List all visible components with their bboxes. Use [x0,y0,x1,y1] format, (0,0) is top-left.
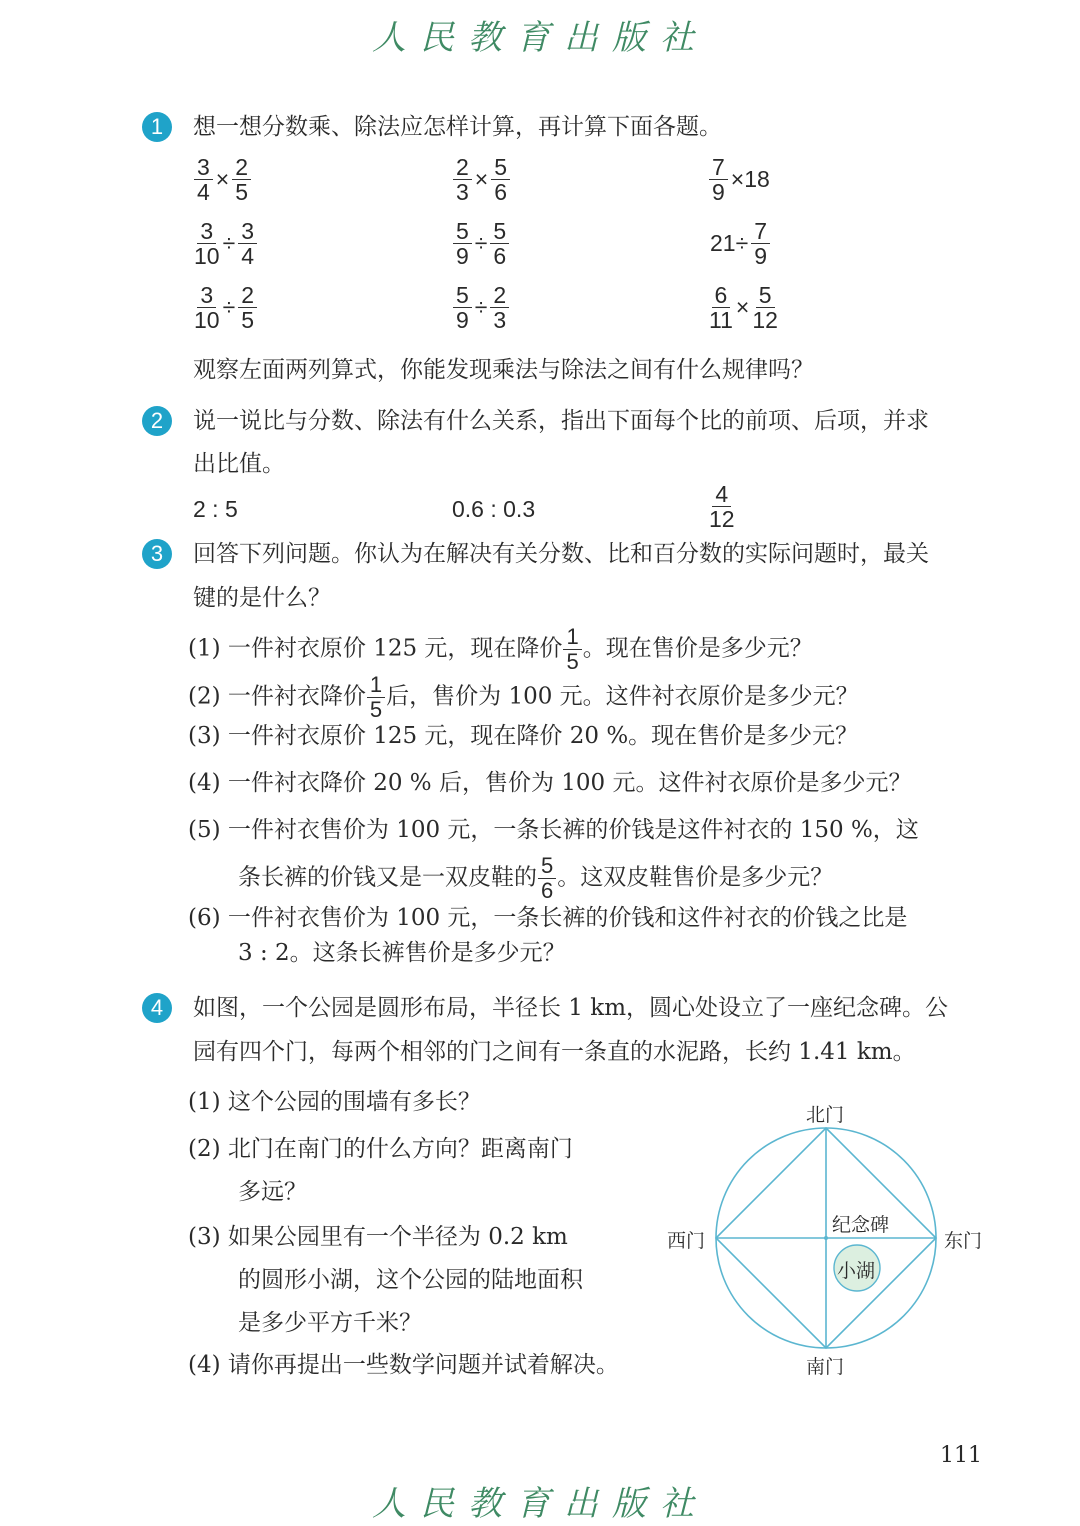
monument-label: 纪念碑 [832,1214,890,1236]
item-label: (6) [188,905,221,931]
numerator: 2 [453,155,472,180]
q1-observe: 观察左面两列算式，你能发现乘法与除法之间有什么规律吗？ [193,357,814,383]
north-gate-label: 北门 [806,1104,845,1126]
item-text: 后，售价为 100 元。这件衬衣原价是多少元？ [386,683,859,710]
denominator: 12 [752,307,778,333]
denominator: 3 [493,307,507,333]
q2-prompt-line1: 说一说比与分数、除法有什么关系，指出下面每个比的前项、后项，并求 [193,408,929,434]
denominator: 5 [369,697,383,722]
denominator: 4 [197,179,210,205]
numerator: 5 [756,283,775,308]
numerator: 7 [709,155,728,180]
numerator: 2 [238,283,257,308]
numerator: 4 [712,482,731,507]
question-number-badge: 4 [142,993,172,1023]
item-label: (3) [188,723,221,749]
question-number-badge: 2 [142,406,172,436]
numerator: 1 [563,625,581,650]
item-text: 一件衬衣原价 125 元，现在降价 [227,635,563,662]
monument-point [824,1236,828,1240]
operator: ÷ [474,294,488,320]
item-text: 请你再提出一些数学问题并试着解决。 [227,1352,619,1378]
item-label: (2) [188,683,221,710]
lake-label: 小湖 [837,1260,876,1282]
q4-item-2-line2: 多远？ [238,1179,307,1205]
denominator: 5 [566,649,579,674]
numerator: 5 [453,283,472,308]
numerator: 5 [453,219,472,244]
item-text: 一件衬衣售价为 100 元，一条长裤的价钱是这件衬衣的 150 %，这 [227,817,919,843]
operator: × [215,166,230,192]
numerator: 5 [538,854,556,879]
operator: 21÷ [710,230,749,256]
denominator: 5 [235,179,249,205]
numerator: 3 [194,155,213,180]
numerator: 5 [491,155,510,180]
denominator: 5 [241,307,255,333]
publisher-logo-bottom: 人民教育出版社 [372,1484,708,1524]
q2-prompt-line2: 出比值。 [193,451,285,477]
denominator: 10 [194,243,220,269]
question-number-badge: 3 [142,539,172,569]
item-label: (4) [188,1352,221,1378]
operator: ÷ [222,294,236,320]
numerator: 7 [751,219,770,244]
denominator: 11 [709,307,733,333]
item-text: 一件衬衣售价为 100 元，一条长裤的价钱和这件衬衣的价钱之比是 [227,905,908,931]
item-text: 北门在南门的什么方向？距离南门 [227,1136,573,1162]
denominator: 9 [754,243,768,269]
item-text: 如果公园里有一个半径为 0.2 km [227,1224,568,1250]
operator: × [735,294,750,320]
east-gate-label: 东门 [944,1230,983,1252]
q3-prompt-line2: 键的是什么？ [193,585,331,611]
publisher-logo-top: 人民教育出版社 [372,18,708,58]
q3-prompt-line1: 回答下列问题。你认为在解决有关分数、比和百分数的实际问题时，最关 [193,541,929,567]
denominator: 9 [456,307,469,333]
q1-prompt: 想一想分数乘、除法应怎样计算，再计算下面各题。 [193,114,722,140]
item-label: (3) [188,1224,221,1250]
item-text: 。这双皮鞋售价是多少元？ [557,864,834,891]
numerator: 2 [490,283,509,308]
q4-item-3-line2: 的圆形小湖，这个公园的陆地面积 [238,1267,583,1293]
item-text: 一件衬衣原价 125 元，现在降价 20 %。现在售价是多少元？ [227,723,859,749]
numerator: 3 [197,283,216,308]
denominator: 12 [709,506,735,532]
question-number-badge: 1 [142,112,172,142]
item-label: (1) [188,635,221,662]
q4-prompt-line2: 园有四个门，每两个相邻的门之间有一条直的水泥路，长约 1.41 km。 [193,1039,916,1065]
numerator: 3 [238,219,257,244]
q4-item-3-line3: 是多少平方千米？ [238,1310,422,1336]
ratio-1: 2 : 5 [193,496,238,522]
denominator: 4 [241,243,255,269]
numerator: 3 [197,219,216,244]
numerator: 6 [712,283,731,308]
q3-item-6-line2: 3 : 2。这条长裤售价是多少元？ [238,940,566,966]
denominator: 6 [493,243,507,269]
operator: ÷ [222,230,236,256]
operator: × [474,166,489,192]
denominator: 3 [456,179,469,205]
denominator: 9 [456,243,469,269]
denominator: 10 [194,307,220,333]
item-text: 条长裤的价钱又是一双皮鞋的 [238,864,537,891]
operator: ×18 [730,166,770,192]
denominator: 6 [541,878,554,903]
south-gate-label: 南门 [806,1356,845,1378]
item-text: 。现在售价是多少元？ [582,635,813,662]
q4-prompt-line1: 如图，一个公园是圆形布局，半径长 1 km，圆心处设立了一座纪念碑。公 [193,995,949,1021]
item-label: (1) [188,1089,221,1115]
item-text: 一件衬衣降价 20 % 后，售价为 100 元。这件衬衣原价是多少元？ [227,770,912,796]
west-gate-label: 西门 [667,1230,706,1252]
numerator: 2 [232,155,251,180]
numerator: 1 [367,673,385,698]
page-number: 111 [940,1443,982,1468]
denominator: 6 [494,179,508,205]
item-text: 一件衬衣降价 [227,683,366,710]
numerator: 5 [490,219,509,244]
item-label: (4) [188,770,221,796]
item-text: 这个公园的围墙有多长？ [227,1089,481,1115]
ratio-2: 0.6 : 0.3 [452,496,536,522]
operator: ÷ [474,230,488,256]
item-label: (5) [188,817,221,843]
denominator: 9 [712,179,725,205]
item-label: (2) [188,1136,221,1162]
